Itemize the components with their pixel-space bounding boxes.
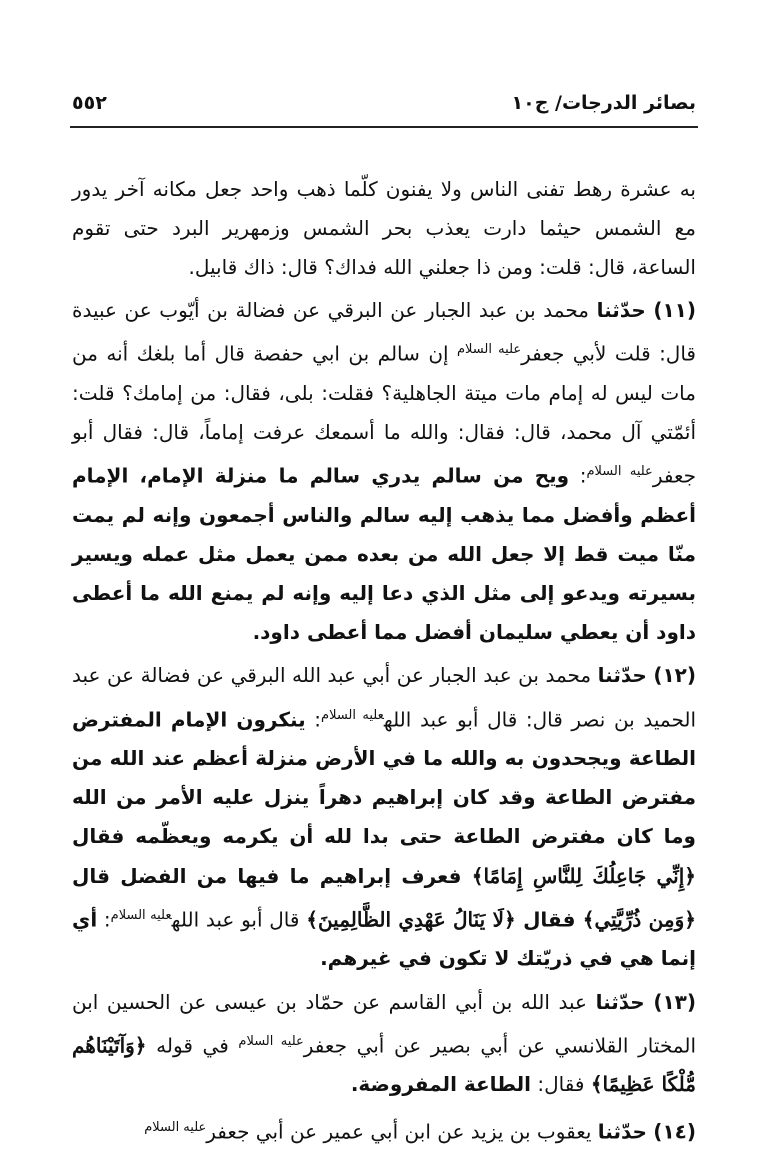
- book-title: بصائر الدرجات/ ج١٠: [511, 92, 696, 114]
- hadith-text: قال أبو عبد الله: [171, 907, 307, 932]
- hadith-text: إن سالم بن ابي حفصة قال أما بلغك أنه من مات ليس له إمام مات ميتة الجاهلية؟ فقلت: بلى، فقال: من إمامك؟ قلت: أئمّتي آل محمد، قال: فقال: والله ما أسمعك عرفت إماماً، قال: فقال أبو جعفر: [72, 342, 696, 488]
- hadith-quote: ويح من سالم يدري سالم ما منزلة الإمام، الإمام أعظم وأفضل مما يذهب إليه سالم والناس أجمعون وإنه لم يمت منّا ميت قط إلا جعل الله من بعده ممن يعمل مثل عمله ويسير بسيرته ويدعو إلى مثل الذي دعا إليه وإنه لم يمنع الله ما أعطى داود أن يعطي سليمان أفضل مما أعطى داود.: [72, 463, 696, 645]
- hadith-quote: الطاعة المفروضة.: [350, 1072, 532, 1097]
- hadith-13: [72, 983, 696, 1105]
- quran-verse: ﴿وَآتَيْنَاهُم مُّلْكًا عَظِيمًا﴾: [72, 1033, 696, 1097]
- header-divider: [70, 126, 698, 128]
- hadith-opening: حدّثنا: [595, 989, 645, 1014]
- salutation-mark: عليه السلام: [238, 1033, 304, 1049]
- hadith-number: (١٤): [653, 1120, 696, 1145]
- hadith-number: (١٢): [653, 663, 697, 688]
- hadith-12: [72, 656, 696, 978]
- paragraph-text: به عشرة رهط تفنى الناس ولا يفنون كلّما ذهب واحد جعل مكانه آخر يدور مع الشمس حيثما دارت يعذب بحر الشمس وزمهرير البرد حتى تقوم الساعة، قال: قلت: ومن ذا جعلني الله فداك؟ قال: ذاك قابيل.: [72, 177, 696, 280]
- hadith-quote: أي إنما هي في ذريّتك لا تكون في غيرهم.: [72, 907, 696, 971]
- hadith-text: في قوله: [146, 1033, 239, 1058]
- hadith-text: :: [569, 463, 587, 488]
- hadith-text: :: [305, 707, 322, 732]
- hadith-quote: فعرف إبراهيم ما فيها من الفضل قال: [72, 863, 472, 888]
- hadith-quote: ينكرون الإمام المفترض الطاعة ويجحدون به والله ما في الأرض منزلة أعظم عند الله من مفترض الطاعة وقد كان إبراهيم دهراً ينزل عليه الأمر من الله وما كان مفترض الطاعة حتى بدا لله أن يكرمه ويعظّمه فقال: [72, 707, 696, 849]
- salutation-mark: عليه السلام: [321, 707, 384, 723]
- page-number: ٥٥٢: [72, 92, 107, 114]
- page-header: [72, 88, 696, 118]
- quran-verse: ﴿إِنِّي جَاعِلُكَ لِلنَّاسِ إِمَامًا﴾: [471, 863, 696, 888]
- hadith-opening: حدّثنا: [597, 663, 647, 688]
- paragraph-continued: [72, 170, 696, 287]
- hadith-opening: حدّثنا: [597, 1120, 647, 1145]
- quran-verse: ﴿وَمِن ذُرِّيَّتِي﴾: [582, 907, 696, 932]
- quran-verse: ﴿لَا يَنَالُ عَهْدِي الظَّالِمِينَ﴾: [306, 907, 516, 932]
- hadith-text: :: [97, 907, 111, 932]
- salutation-mark: عليه السلام: [144, 1120, 207, 1136]
- hadith-chain: عبد الله بن أبي القاسم عن حمّاد بن عيسى عن الحسين ابن المختار القلانسي عن أبي بصير عن أبي جعفر: [72, 989, 697, 1058]
- hadith-chain: محمد بن عبد الجبار عن أبي عبد الله البرقي عن فضالة عن عبد الحميد بن نصر قال: قال أبو عبد الله: [72, 663, 696, 732]
- salutation-mark: عليه السلام: [110, 907, 172, 923]
- page-body: [72, 170, 697, 1145]
- hadith-number: (١٣): [653, 989, 697, 1014]
- hadith-11: [72, 291, 696, 652]
- hadith-chain: محمد بن عبد الجبار عن البرقي عن فضالة بن أيّوب عن عبيدة قال: قلت لأبي جعفر: [72, 298, 696, 367]
- hadith-opening: حدّثنا: [596, 298, 646, 323]
- salutation-mark: عليه السلام: [586, 464, 653, 480]
- hadith-text: فقال:: [531, 1072, 591, 1097]
- hadith-chain: يعقوب بن يزيد عن ابن أبي عمير عن أبي جعفر: [206, 1120, 592, 1145]
- hadith-number: (١١): [653, 298, 697, 323]
- hadith-quote: فقال: [515, 907, 583, 932]
- salutation-mark: عليه السلام: [457, 342, 522, 358]
